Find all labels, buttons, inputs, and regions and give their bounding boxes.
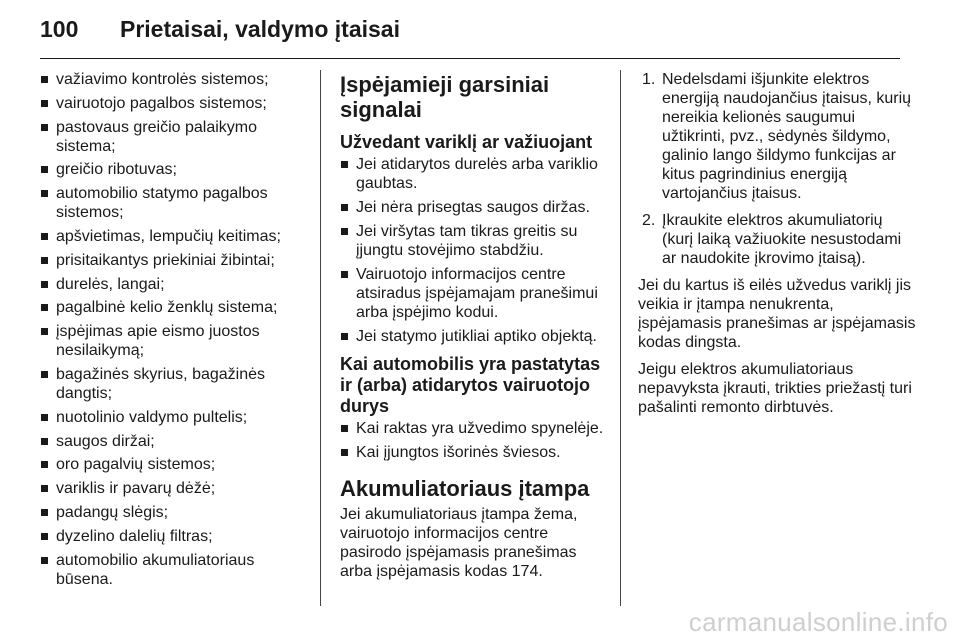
- page-number: 100: [40, 16, 79, 42]
- column-divider-left: [320, 70, 321, 606]
- column-middle: [340, 70, 610, 589]
- list-item: automobilio akumuliatoriaus būsena.: [40, 551, 310, 589]
- list-item: Jei atidarytos durelės arba variklio gaubtas.: [340, 155, 610, 193]
- list-item: važiavimo kontrolės sistemos;: [40, 70, 310, 89]
- list-item: padangų slėgis;: [40, 503, 310, 522]
- battery-paragraph: Jei akumuliatoriaus įtampa žema, vairuotojo informacijos centre pasirodo įspėjamasis pranešimas arba įspėjamasis kodas 174.: [340, 506, 578, 580]
- list-item: prisitaikantys priekiniai žibintai;: [40, 251, 310, 270]
- driving-chimes-list: [340, 155, 610, 346]
- column-left: [40, 70, 310, 593]
- list-item: vairuotojo pagalbos sistemos;: [40, 94, 310, 113]
- numbered-step: [638, 211, 918, 268]
- list-item: įspėjimas apie eismo juostos nesilaikymą;: [40, 322, 310, 360]
- list-item: variklis ir pavarų dėžė;: [40, 479, 310, 498]
- battery-steps-list: [638, 70, 918, 268]
- list-item: Kai įjungtos išorinės šviesos.: [340, 443, 610, 462]
- section-heading-warning-chimes: Įspėjamieji garsiniai signalai: [340, 72, 550, 122]
- parked-chimes-list: [340, 419, 610, 462]
- list-item: pagalbinė kelio ženklų sistema;: [40, 298, 310, 317]
- list-item: oro pagalvių sistemos;: [40, 455, 310, 474]
- list-item: Kai raktas yra užvedimo spynelėje.: [340, 419, 610, 438]
- paragraph-workshop: Jeigu elektros akumuliatoriaus nepavyksta įkrauti, trikties priežastį turi pašalinti remonto dirbtuvės.: [638, 361, 912, 416]
- watermark: carmanualsonline.info: [688, 607, 948, 637]
- column-right: [638, 70, 918, 425]
- subheading-parked: Kai automobilis yra pastatytas ir (arba) atidarytos vairuotojo durys: [340, 354, 601, 416]
- list-item: durelės, langai;: [40, 275, 310, 294]
- list-item: bagažinės skyrius, bagažinės dangtis;: [40, 365, 310, 403]
- page-header: [40, 0, 900, 59]
- numbered-step: [638, 70, 918, 203]
- column-divider-right: [620, 70, 621, 606]
- paragraph-restart: Jei du kartus iš eilės užvedus variklį jis veikia ir įtampa nenukrenta, įspėjamasis pranešimas ar įspėjamasis kodas dingsta.: [638, 277, 916, 351]
- list-item: Jei nėra prisegtas saugos diržas.: [340, 198, 610, 217]
- list-item: automobilio statymo pagalbos sistemos;: [40, 184, 310, 222]
- list-item: saugos diržai;: [40, 432, 310, 451]
- step-number: 1.: [642, 71, 656, 88]
- list-item: dyzelino dalelių filtras;: [40, 527, 310, 546]
- list-item: pastovaus greičio palaikymo sistema;: [40, 118, 310, 156]
- step-text: Nedelsdami išjunkite elektros energiją naudojančius įtaisus, kurių nereikia kelionės saugumui užtikrinti, pvz., sėdynės šildymo, galinio lango šildymo funkcijas ar kitus pagrindinius energiją vartojančius įtaisus.: [662, 71, 912, 202]
- section-heading-battery-voltage: Akumuliatoriaus įtampa: [340, 476, 590, 501]
- list-item: nuotolinio valdymo pultelis;: [40, 408, 310, 427]
- subheading-driving: Užvedant variklį ar važiuojant: [340, 132, 593, 152]
- list-item: greičio ribotuvas;: [40, 160, 310, 179]
- step-text: Įkraukite elektros akumuliatorių (kurį laiką važiuokite nesustodami ar naudokite įkrovimo įtaisą).: [662, 212, 902, 267]
- step-number: 2.: [642, 212, 656, 229]
- list-item: Jei statymo jutikliai aptiko objektą.: [340, 327, 610, 346]
- list-item: apšvietimas, lempučių keitimas;: [40, 227, 310, 246]
- list-item: Vairuotojo informacijos centre atsiradus įspėjamajam pranešimui arba įspėjimo kodui.: [340, 265, 610, 322]
- systems-list: [40, 70, 310, 589]
- page-title: Prietaisai, valdymo įtaisai: [120, 16, 400, 42]
- list-item: Jei viršytas tam tikras greitis su įjungtu stovėjimo stabdžiu.: [340, 222, 610, 260]
